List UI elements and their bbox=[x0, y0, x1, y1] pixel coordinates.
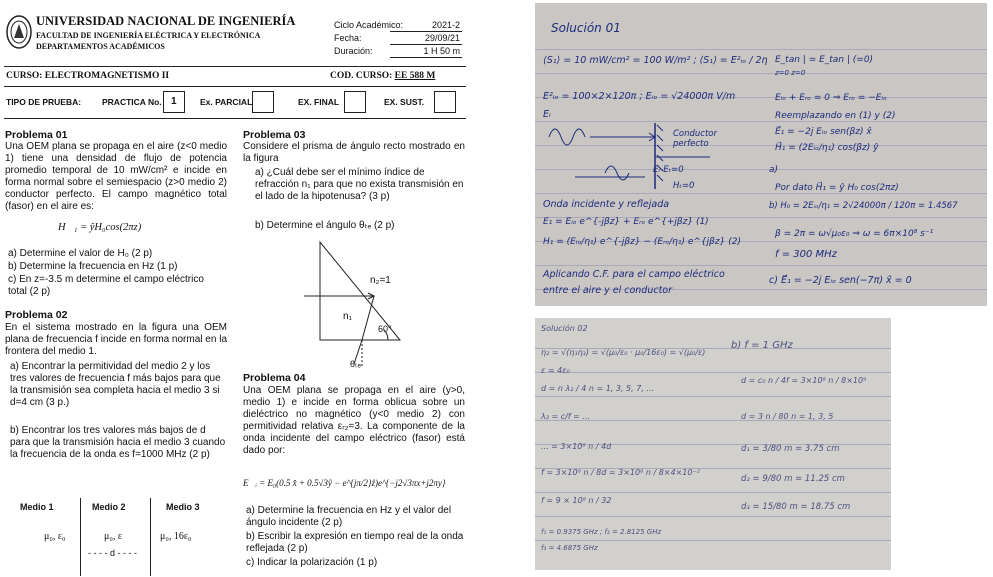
problem-1-c: c) En z=-3.5 m determine el campo eléctrico total (2 p) bbox=[8, 274, 204, 297]
theta-label: θₜₑ bbox=[350, 359, 362, 369]
medium-1-label: Medio 1 bbox=[20, 502, 54, 512]
sol2-line: b) f = 1 GHz bbox=[731, 340, 793, 351]
solution-2-title: Solución 02 bbox=[541, 324, 588, 333]
practice-number: 1 bbox=[171, 96, 177, 107]
sust-label: EX. SUST. bbox=[384, 97, 425, 107]
sol2-line: λ₂ = c/f = ... bbox=[541, 412, 591, 421]
sol1-line: E²ᵢₒ = 100×2×120π ; Eᵢₒ = √24000π V/m bbox=[543, 91, 736, 102]
test-type-label: TIPO DE PRUEBA: bbox=[6, 97, 82, 107]
sol1-line: entre el aire y el conductor bbox=[543, 285, 673, 296]
problem-4-title: Problema 04 bbox=[243, 372, 306, 384]
divider bbox=[4, 118, 466, 119]
problem-2-text: En el sistema mostrado en la figura una OEM plana de frecuencia f incide en forma normal en la frontera del medio 1. bbox=[5, 322, 227, 357]
partial-box bbox=[252, 91, 274, 113]
problem-1-equation: H⃗₁ = ŷH₀cos(2πz) bbox=[58, 222, 142, 233]
problem-2-title: Problema 02 bbox=[5, 309, 68, 321]
divider bbox=[4, 66, 466, 67]
sol1-line: H⃗₁ = (2Eᵢₒ/η₁) cos(βz) ŷ bbox=[775, 143, 879, 153]
sol1-line: Eᵣ Eₜ=0 bbox=[653, 165, 684, 175]
sol1-line: Onda incidente y reflejada bbox=[543, 199, 670, 210]
final-label: EX. FINAL bbox=[298, 97, 340, 107]
solution-1-title: Solución 01 bbox=[551, 21, 621, 35]
medium-2-params: μ₀, ε bbox=[104, 531, 123, 542]
n2-label: n₂=1 bbox=[370, 275, 391, 286]
sol1-line: Hₜ=0 bbox=[673, 181, 695, 191]
final-box bbox=[344, 91, 366, 113]
department-name: DEPARTAMENTOS ACADÉMICOS bbox=[36, 42, 165, 51]
sol1-line: a) bbox=[769, 165, 779, 175]
problem-3-title: Problema 03 bbox=[243, 129, 306, 141]
sol1-line: c) E⃗₁ = −2j Eᵢₒ sen(−7π) x̂ = 0 bbox=[769, 275, 912, 286]
date-value: 29/09/21 bbox=[390, 33, 462, 45]
sol1-line: f = 300 MHz bbox=[775, 249, 837, 260]
sol1-line: H₁ = (Eᵢₒ/η₁) e^{-jβz} − (Eᵣₒ/η₁) e^{jβz} (2) bbox=[543, 237, 741, 247]
sol1-line: E⃗₁ = −2j Eᵢₒ sen(βz) x̂ bbox=[775, 127, 872, 137]
medium-2-label: Medio 2 bbox=[92, 502, 126, 512]
sol2-line: η₂ = √(η₁η₃) = √(μ₀/ε₀ · μ₀/16ε₀) = √(μ₀/ε) bbox=[541, 348, 706, 357]
faculty-name: FACULTAD DE INGENIERÍA ELÉCTRICA Y ELECTRÓNICA bbox=[36, 31, 261, 40]
cycle-value: 2021-2 bbox=[390, 20, 462, 32]
medium-3-params: μ₀, 16ε₀ bbox=[160, 531, 192, 542]
sol2-line: d₂ = 9/80 m = 11.25 cm bbox=[741, 474, 845, 484]
sol2-line: f₁ = 0.9375 GHz ; f₂ = 2.8125 GHz bbox=[541, 528, 662, 536]
medium-3-label: Medio 3 bbox=[166, 502, 200, 512]
solution-2-photo bbox=[535, 318, 891, 570]
sust-box bbox=[434, 91, 456, 113]
duration-label: Duración: bbox=[334, 46, 373, 56]
sol2-line: d = c₀ n / 4f = 3×10⁸ n / 8×10⁹ bbox=[741, 376, 867, 385]
sol1-line: Eᵢₒ + Eᵣₒ = 0 ⇒ Eᵣₒ = −Eᵢₒ bbox=[775, 93, 887, 103]
prism-diagram bbox=[300, 238, 420, 374]
university-seal-icon bbox=[6, 14, 32, 50]
boundary-line bbox=[150, 498, 151, 576]
problem-4-text: Una OEM plana se propaga en el aire (y>0, medio 1) e incide en forma oblicua sobre un dieléctrico no magnético (y<0 medio 2) con permitividad relativa εᵣ₂=3. La componente de la onda incidente del campo eléctrico (fasor) está dado por: bbox=[243, 385, 465, 456]
duration-value: 1 H 50 m bbox=[390, 46, 462, 58]
problem-1-b: b) Determine la frecuencia en Hz (1 p) bbox=[8, 261, 178, 272]
sol2-line: ... = 3×10⁸ n / 4d bbox=[541, 442, 612, 451]
problem-4-b: b) Escribir la expresión en tiempo real de la onda reflejada (2 p) bbox=[246, 531, 464, 554]
exam-sheet bbox=[0, 0, 470, 577]
course-code: COD. CURSO: EE 588 M bbox=[330, 71, 436, 81]
problem-2-b: b) Encontrar los tres valores más bajos de d para que la transmisión hacia el medio 3 cuando la frecuencia de la onda es f=1000 MHz (2 p) bbox=[10, 425, 226, 460]
thickness-label: - - - - d - - - - bbox=[88, 548, 137, 558]
sol2-line: d₁ = 3/80 m = 3.75 cm bbox=[741, 444, 840, 454]
problem-4-a: a) Determine la frecuencia en Hz y el valor del ángulo incidente (2 p) bbox=[246, 505, 452, 528]
sol2-line: d₃ = 15/80 m = 18.75 cm bbox=[741, 502, 851, 512]
sol1-line: Reemplazando en (1) y (2) bbox=[775, 111, 896, 121]
problem-1-title: Problema 01 bbox=[5, 129, 68, 141]
problem-3-text: Considere el prisma de ángulo recto mostrado en la figura bbox=[243, 141, 465, 164]
sol2-line: f = 3×10⁸ n / 8d = 3×10⁸ n / 8×4×10⁻² bbox=[541, 468, 700, 477]
partial-label: Ex. PARCIAL bbox=[200, 97, 253, 107]
sol1-line: β = 2π = ω√μ₀ε₀ ⇒ ω = 6π×10⁸ s⁻¹ bbox=[775, 229, 934, 239]
sol1-line: E₁ = Eᵢₒ e^{-jβz} + Eᵣₒ e^{+jβz} (1) bbox=[543, 217, 709, 227]
n1-label: n₁ bbox=[343, 311, 352, 322]
sol1-line: Eᵢ bbox=[543, 109, 551, 120]
problem-1-text: Una OEM plana se propaga en el aire (z<0 medio 1) tiene una densidad de flujo de potencia promedio temporal de 10 mW/cm² e incide en forma normal sobre el semiespacio (z>0 medio 2) conductor perfecto. El campo magnético total (fasor) en el aire es: bbox=[5, 141, 227, 212]
sol1-line: Conductor perfecto bbox=[673, 129, 718, 149]
sol2-line: f = 9 × 10⁸ n / 32 bbox=[541, 496, 612, 505]
medium-1-params: μ₀, ε₀ bbox=[44, 531, 66, 542]
problem-4-equation: E⃗ᵢ = E₀(0.5 x̂ + 0.5√3ŷ − e^{jπ/2}ẑ)e^{−j2√3πx+j2πy} bbox=[243, 478, 446, 488]
sol2-line: ε = 4ε₀ bbox=[541, 366, 570, 375]
sol2-line: d = 3 n / 80 n = 1, 3, 5 bbox=[741, 412, 834, 421]
angle-label: 60° bbox=[378, 324, 392, 334]
course-name: CURSO: ELECTROMAGNETISMO II bbox=[6, 71, 170, 81]
problem-2-a: a) Encontrar la permitividad del medio 2 y los tres valores de frecuencia f más bajos para que la transmisión sea completa hacia el medio 3 si d=4 cm (3 p.) bbox=[10, 361, 221, 408]
problem-3-a: a) ¿Cuál debe ser el mínimo índice de refracción n₁ para que no exista transmisión en el lado de la hipotenusa? (3 p) bbox=[255, 167, 464, 202]
sol1-line: Aplicando C.F. para el campo eléctrico bbox=[543, 269, 725, 280]
solution-1-photo bbox=[535, 3, 987, 306]
divider bbox=[4, 86, 466, 87]
problem-1-a: a) Determine el valor de H₀ (2 p) bbox=[8, 248, 153, 259]
sol1-line: b) H₀ = 2Eᵢₒ/η₁ = 2√24000π / 120π = 1.4567 bbox=[769, 201, 958, 211]
sol2-line: d = n λ₂ / 4 n = 1, 3, 5, 7, ... bbox=[541, 384, 655, 393]
sol2-line: f₃ = 4.6875 GHz bbox=[541, 544, 598, 552]
university-name: UNIVERSIDAD NACIONAL DE INGENIERÍA bbox=[36, 14, 296, 28]
practice-label: PRACTICA No. bbox=[102, 97, 162, 107]
cycle-label: Ciclo Académico: bbox=[334, 20, 404, 30]
sol1-line: ⟨S₁⟩ = 10 mW/cm² = 100 W/m² ; ⟨S₁⟩ = E²ᵢₒ / 2η bbox=[543, 55, 768, 66]
boundary-line bbox=[80, 498, 81, 576]
sol1-line: z=0 z=0 bbox=[775, 69, 806, 77]
problem-4-c: c) Indicar la polarización (1 p) bbox=[246, 557, 378, 568]
sol1-line: E_tan | = E_tan | (=0) bbox=[775, 55, 874, 65]
date-label: Fecha: bbox=[334, 33, 362, 43]
problem-3-b: b) Determine el ángulo θₜₑ (2 p) bbox=[255, 220, 395, 231]
sol1-line: Por dato H⃗₁ = ŷ H₀ cos(2πz) bbox=[775, 183, 899, 193]
